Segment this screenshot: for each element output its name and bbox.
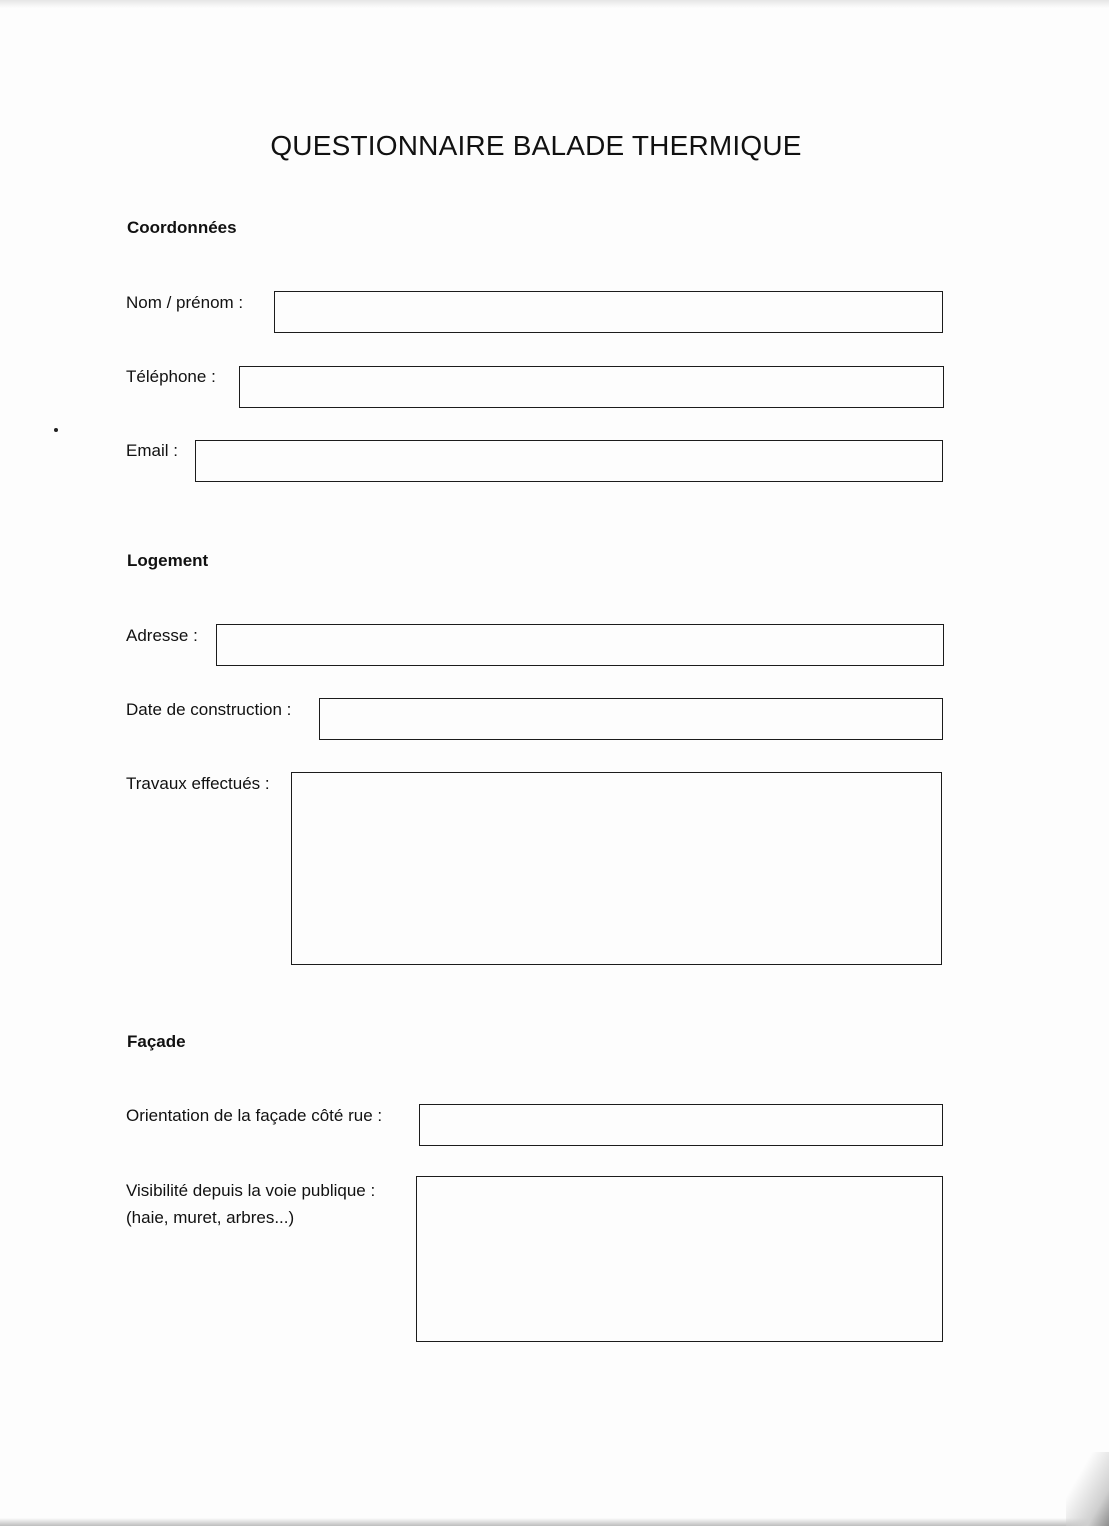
adresse-field[interactable] bbox=[216, 624, 944, 666]
date-construction-label: Date de construction : bbox=[126, 700, 292, 719]
scan-dust-speck bbox=[54, 428, 58, 432]
email-label: Email : bbox=[126, 441, 178, 460]
email-field[interactable] bbox=[195, 440, 943, 482]
travaux-effectues-field[interactable] bbox=[291, 772, 942, 965]
travaux-effectues-label: Travaux effectués : bbox=[126, 774, 270, 793]
date-construction-field[interactable] bbox=[319, 698, 943, 740]
telephone-label: Téléphone : bbox=[126, 367, 216, 386]
adresse-label: Adresse : bbox=[126, 626, 198, 645]
telephone-field[interactable] bbox=[239, 366, 944, 408]
orientation-facade-field[interactable] bbox=[419, 1104, 943, 1146]
section-heading-facade: Façade bbox=[127, 1032, 186, 1051]
scan-shadow-top bbox=[0, 0, 1109, 8]
scan-shadow-bottom bbox=[0, 1518, 1109, 1526]
nom-prenom-label: Nom / prénom : bbox=[126, 293, 244, 312]
section-heading-coordonnees: Coordonnées bbox=[127, 218, 237, 237]
visibilite-label: Visibilité depuis la voie publique : bbox=[126, 1181, 376, 1200]
orientation-facade-label: Orientation de la façade côté rue : bbox=[126, 1106, 383, 1125]
section-heading-logement: Logement bbox=[127, 551, 209, 570]
visibilite-hint: (haie, muret, arbres...) bbox=[126, 1208, 295, 1227]
nom-prenom-field[interactable] bbox=[274, 291, 943, 333]
visibilite-field[interactable] bbox=[416, 1176, 943, 1342]
scan-folded-corner bbox=[1066, 1452, 1109, 1526]
document-title: QUESTIONNAIRE BALADE THERMIQUE bbox=[270, 130, 802, 161]
